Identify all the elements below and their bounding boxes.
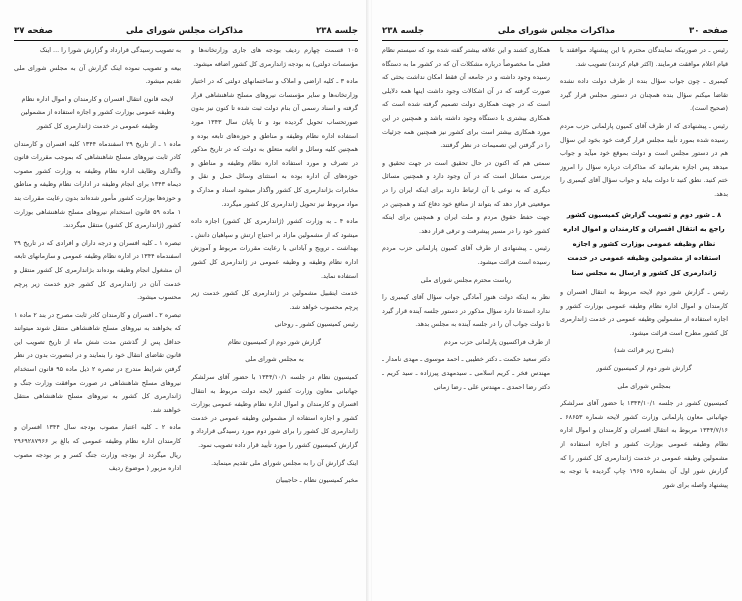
- paragraph: اینک گزارش آن را به مجلس شورای ملی تقدیم مینماید.: [211, 458, 358, 467]
- article-2: ماده ۲ ـ کلیه اعتبار مصوب بودجه سال ۱۳۴۴ افسران و کارمندان اداره نظام وظیفه عمومی که بالغ بر ۲۹۶۹۲۸۷۹۶۶ ریال میگردد از بودجه وزارت جنگ کسر و بر بودجه مصوب اداره مزبور ( موضوع ردیف: [14, 423, 181, 473]
- paragraph: رئیس ـ گزارش شور دوم لایحه مربوط به انتقال افسران و کارمندان و اموال اداره نظام وظیفه عمومی بوزارت کشور و اجازه استفاده از مشمولین وظیفه عمومی در خدمت ژاندارمری کل کشور مطرح است قرائت میشود.: [560, 288, 728, 337]
- report-heading: گزارش شور دوم از کمیسیون نظام: [227, 337, 322, 346]
- paragraph: خدمت اینقبیل مشمولین در ژاندارمری کل کشور خدمت زیر پرچم محسوب خواهد شد.: [191, 289, 358, 311]
- text-column-left-left: [191, 44, 358, 581]
- page-number: صفحه ۳۷: [14, 26, 53, 36]
- paragraph: به تصویب رسیدگی قرارداد و گزارش شورا را ... اینک: [39, 46, 181, 54]
- left-page-columns: [14, 44, 358, 581]
- session-label: جلسه ۲۳۸: [316, 26, 358, 36]
- text-column-left-right: [14, 44, 181, 581]
- paragraph: همکاری کشند و این علاقه بیشتر گفته شده بود که سیستم نظام فعلی ما مخصوصاً درباره مشکلات آن که در کشور ما به دستگاه رسیده وجود داشته و در جامعه آن فقط امکان نداشت بحثی که صورت گرفته که در آن اشکالات وجود داشت اینها همه دلایلی است که در جهت همکاری دولت تصمیم گرفته شده است که همکاری بیشتری با دستگاه وجود داشته باشد و همچنین در این مورد همکاری بیشتر است برای کشور نیز همچنین همه جزئیات را در گرفتن این تصمیمات در نظر گرفتند.: [382, 46, 550, 150]
- addressee: بمجلس شورای ملی: [617, 381, 671, 390]
- paragraph: بیعه و تصویب نموده اینک گزارش آن به مجلس شورای ملی تقدیم میشود.: [14, 63, 181, 86]
- paragraph: کیمبری ـ چون جواب سؤال بنده از طرف دولت داده نشده تقاضا میکنم سؤال بنده همچنان در دستور مجلس قرار گیرد (صحیح است).: [560, 77, 728, 113]
- article-1: ماده ۱ ـ از تاریخ ۲۹ اسفندماه ۱۳۴۴ کلیه افسران و کارمندان کادر ثابت نیروهای مسلح شاهنشاهی که بموجب مقررات قانون واگذاری وظایف اداره نظام وظیفه به وزارت کشور مصوب دیماه ۱۳۴۳ برای انجام وظیفه در ادارات نظام وظیفه و مناطق و حوزه‌ها بوزارت کشور مأمور شده‌اند بدون رعایت مقررات بند ۱ ماده ۵۹ قانون استخدام نیروهای مسلح شاهنشاهی بوزارت کشور (ژاندارمری کل کشور) منتقل میگردند.: [14, 139, 181, 230]
- paragraph: رئیس ـ پیشنهادی از طرف آقای کمیون پارلمانی حزب مردم رسیده است قرائت میشود.: [382, 244, 550, 266]
- paragraph: کمیسیون نظام در جلسه ۱۳۴۴/۱۰/۱ با حضور آقای سرلشکر جهانبانی معاون وزارت کشور لایحه دولت مربوط به انتقال افسران و کارمندان و اموال اداره نظام وظیفه عمومی بوزارت کشور و اجازه استفاده از مشمولین وظیفه عمومی در خدمت ژاندارمری کل کشور را برای شور دوم مورد رسیدگی قرارداد و گزارش کمیسیون کشور را مورد تأیید قرار داده تصویب نمود.: [191, 373, 358, 450]
- session-label: جلسه ۲۳۸: [382, 26, 424, 36]
- signatories: دکتر سعید حکمت ـ دکتر خطیبی ـ احمد موسوی ـ مهدی نامدار ـ مهندس فخر ـ کریم اسلامی ـ سیدمهدی پیرزاده ـ سید کریم ـ دکتر رضا احمدی ـ مهندس علی ـ رضا زمانی: [382, 355, 550, 391]
- paragraph: رئیس ـ در صورتیکه نمایندگان محترم با این پیشنهاد موافقند با قیام اعلام موافقت فرمایند. (اکثر قیام کردند) تصویب شد.: [560, 46, 728, 68]
- agenda-item-title: ۸ ـ شور دوم و تصویب گزارش کمیسیون کشور راجع به انتقال افسران و کارمندان و اموال اداره نظام وظیفه عمومی بوزارت کشور و اجازه استفاده از مشمولین وظیفه عمومی در خدمت ژاندارمری کل کشور و ارسال به مجلس سنا: [563, 210, 725, 277]
- bill-title: لایحه قانون انتقال افسران و کارمندان و اموال اداره نظام وظیفه عمومی بوزارت کشور و اجازه استفاده از مشمولین وظیفه عمومی در خدمت ژاندارمری کل کشور: [20, 94, 175, 130]
- left-page: [0, 0, 368, 601]
- text-column-right-right: [382, 44, 550, 581]
- signature: مخبر کمیسیون نظام ـ حاجیبیان: [275, 476, 358, 485]
- paragraph: رئیس ـ پیشنهادی که از طرف آقای کمیون پارلمانی حزب مردم رسیده شده بمورد تأیید مجلس قرار گرفت خود بخود این سؤال هم در دستور مجلس است و دولت بموقع خود میآید و جواب میدهد پس اجازه بفرمائید که مذاکرات درباره سؤال را امروز ختم کنید. نطق کنید تا دولت بیاید و جواب سؤال آقای کیمبری را بدهد.: [560, 121, 728, 198]
- left-page-header: [14, 24, 358, 41]
- paragraph: کمیسیون کشور در جلسه ۱۳۴۴/۱۰/۱ با حضور آقای سرلشکر جهانبانی معاون پارلمانی وزارت کشور لایحه شماره ۶۸۶۵۳ ـ ۱۳۴۴/۷/۱۶ مربوط به انتقال افسران و کارمندان و اموال اداره نظام وظیفه عمومی بوزارت کشور و اجازه استفاده از مشمولین وظیفه عمومی در خدمت ژاندارمری کل کشور را که گزارش شور اول آن بشماره ۱۹۶۵ چاپ گردیده با توجه به پیشنهاد واصله برای شور: [560, 399, 728, 489]
- note-1: تبصره ۱ ـ کلیه افسران و درجه داران و افرادی که در تاریخ ۲۹ اسفندماه ۱۳۴۴ در اداره نظام وظیفه عمومی و سازمانهای تابعه آن مشغول انجام وظیفه بوده‌اند بژاندارمری کل کشور منتقل و خدمت آنان در ژاندارمری کل کشور جزو خدمت زیر پرچم محسوب میشود.: [14, 238, 181, 302]
- right-page-columns: [382, 44, 728, 581]
- right-page: [372, 0, 742, 601]
- paragraph: سمتی هم که اکنون در حال تحقیق است در جهت تحقیق و بررسی مسائل است که در آن وجود دارد و همچنین مسائل دیگری که به نوعی با آن ارتباط دارند برای اینکه ایران را در موقعیتی قرار دهد که بتواند از منافع خود دفاع کند و همچنین در جهت حفظ حقوق مردم و ملت ایران و همچنین برای اینکه کشور خود را در مسیر پیشرفت و ترقی قرار دهد.: [382, 158, 550, 235]
- right-page-header: [382, 24, 728, 41]
- journal-title: مذاکرات مجلس شورای ملی: [125, 26, 244, 36]
- note-2: تبصره ۲ ـ افسران و کارمندان کادر ثابت مصرح در بند ۲ ماده ۱ که بخواهند به نیروهای مسلح شاهنشاهی منتقل شوند میتوانند حداقل پس از گذشتن مدت شش ماه از تاریخ تصویب این قانون تقاضای انتقال خود را بنمایند و در اینصورت بدون در نظر گرفتن شرایط مندرج در تبصره ۲ ذیل ماده ۹۵ قانون استخدام نیروهای مسلح شاهنشاهی در صورت موافقت وزارت جنگ و ژاندارمری کل کشور به نیروهای مسلح شاهنشاهی منتقل خواهند شد.: [14, 310, 181, 414]
- report-heading: گزارش شور دوم از کمیسیون کشور: [596, 364, 692, 372]
- article-4: ماده ۴ ـ به وزارت کشور (ژاندارمری کل کشور) اجازه داده میشود که از مشمولین مازاد بر احتیاج ارتش و سپاهیان دانش ـ بهداشت ـ ترویج و آبادانی با رعایت مقررات مربوط و آموزش اداره نظام وظیفه و وظیفه عمومی در ژاندارمری کل کشور استفاده نماید.: [191, 217, 358, 280]
- article-3: ماده ۳ ـ کلیه اراضی و املاک و ساختمانهای دولتی که در اختیار وزارتخانه‌ها و سایر مؤسسات نیروهای مسلح شاهنشاهی قرار گرفته و اسناد رسمی آن بنام دولت ثبت شده تا کنون نیز بدون صورتحساب تحویل گردیده بود و تا پایان سال ۱۳۴۳ مورد استفاده اداره نظام وظیفه و مناطق و حوزه‌های تابعه بوده و همچنین کلیه وسائل و اثاثیه متعلق به دولت که در تاریخ مذکور در تصرف و مورد استفاده اداره نظام وظیفه و مناطق و حوزه‌های آن اداره بوده به استثنای وسائل حمل و نقل و مخابرات بژاندارمری کل کشور واگذار میشود اسناد و مدارک و مواد مربوط نیز تحویل ژاندارمری کل کشور میگردد.: [191, 77, 358, 208]
- signature: رئیس کمیسیون کشور ـ روحانی: [274, 320, 358, 329]
- journal-title: مذاکرات مجلس شورای ملی: [497, 26, 616, 36]
- paragraph: نظر به اینکه دولت هنوز آمادگی جواب سؤال آقای کیمبری را ندارد استدعا دارد سؤال مذکور در دستور جلسه آینده قرار گیرد تا دولت جواب آن را در جلسه آینده به مجلس بدهد.: [382, 293, 550, 329]
- addressee: ریاست محترم مجلس شورای ملی: [420, 275, 512, 284]
- addressee: به مجلس شورای ملی: [245, 355, 304, 364]
- text-column-right-left: [560, 44, 728, 581]
- reading-note: (بشرح زیر قرائت شد): [614, 346, 674, 355]
- paragraph: ۱۰۵ قسمت چهارم ردیف بودجه های جاری وزارتخانه‌ها و مؤسسات دولتی) به بودجه ژاندارمری کل کشور اضافه میشود.: [191, 46, 358, 68]
- page-number: صفحه ۳۰: [689, 26, 728, 36]
- paragraph: از طرف فراکسیون پارلمانی حزب مردم: [443, 337, 550, 346]
